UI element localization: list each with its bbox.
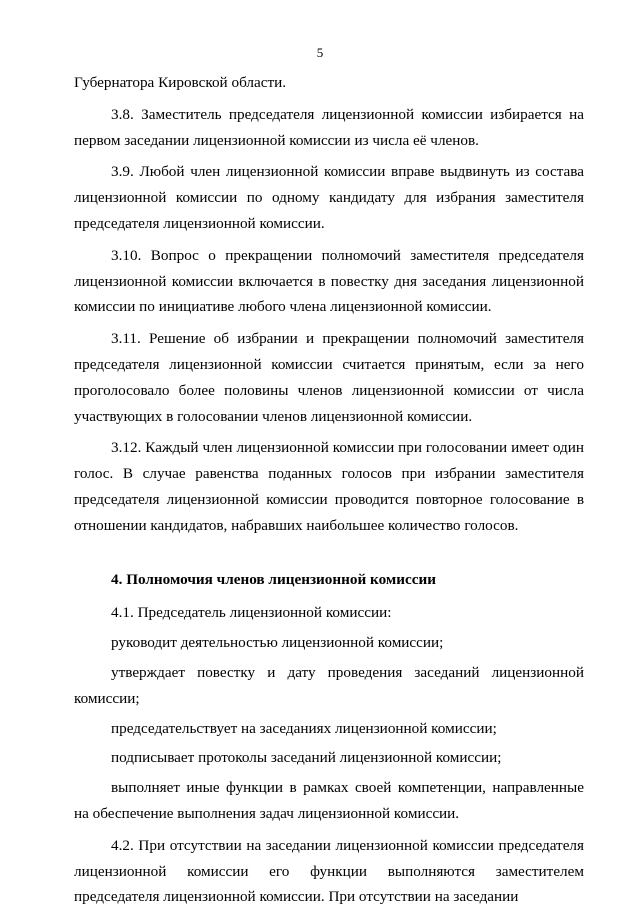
document-body: [74, 70, 584, 910]
paragraph-3-10: 3.10. Вопрос о прекращении полномочий заместителя председателя лицензионной комиссии включается в повестку дня заседания лицензионной комиссии по инициативе любого члена лицензионной комиссии.: [74, 246, 584, 316]
paragraph-4-1: 4.1. Председатель лицензионной комиссии:: [111, 604, 392, 622]
list-item-directs: руководит деятельностью лицензионной комиссии;: [111, 634, 444, 652]
paragraph-continuation: Губернатора Кировской области.: [74, 74, 287, 91]
section-heading: 4. Полномочия членов лицензионной комиссии: [111, 570, 436, 588]
paragraph-3-11: 3.11. Решение об избрании и прекращении полномочий заместителя председателя лицензионной комиссии считается принятым, если за него проголосовало более половины членов лицензионной комиссии от числа участвующих в голосовании членов лицензионной комиссии.: [74, 330, 584, 425]
page-number: 5: [316, 45, 324, 60]
list-item-chairs: председательствует на заседаниях лицензионной комиссии;: [111, 719, 497, 737]
list-item-approves-agenda: утверждает повестку и дату проведения заседаний лицензионной комиссии;: [74, 663, 584, 707]
paragraph-3-8: 3.8. Заместитель председателя лицензионной комиссии избирается на первом заседании лицензионной комиссии из числа её членов.: [74, 105, 584, 149]
paragraph-3-9: 3.9. Любой член лицензионной комиссии вправе выдвинуть из состава лицензионной комиссии по одному кандидату для избрания заместителя председателя лицензионной комиссии.: [74, 163, 584, 232]
paragraph-4-2: 4.2. При отсутствии на заседании лицензионной комиссии председателя лицензионной комиссии его функции выполняются заместителем председателя лицензионной комиссии. При отсутствии на заседании: [74, 836, 584, 906]
list-item-signs-minutes: подписывает протоколы заседаний лицензионной комиссии;: [111, 749, 502, 767]
list-item-other-functions: выполняет иные функции в рамках своей компетенции, направленные на обеспечение выполнения задач лицензионной комиссии.: [74, 779, 584, 822]
paragraph-3-12: 3.12. Каждый член лицензионной комиссии при голосовании имеет один голос. В случае равенства поданных голосов при избрании заместителя председателя лицензионной комиссии проводится повторное голосование в отношении кандидатов, набравших наибольшее количество голосов.: [74, 439, 584, 534]
